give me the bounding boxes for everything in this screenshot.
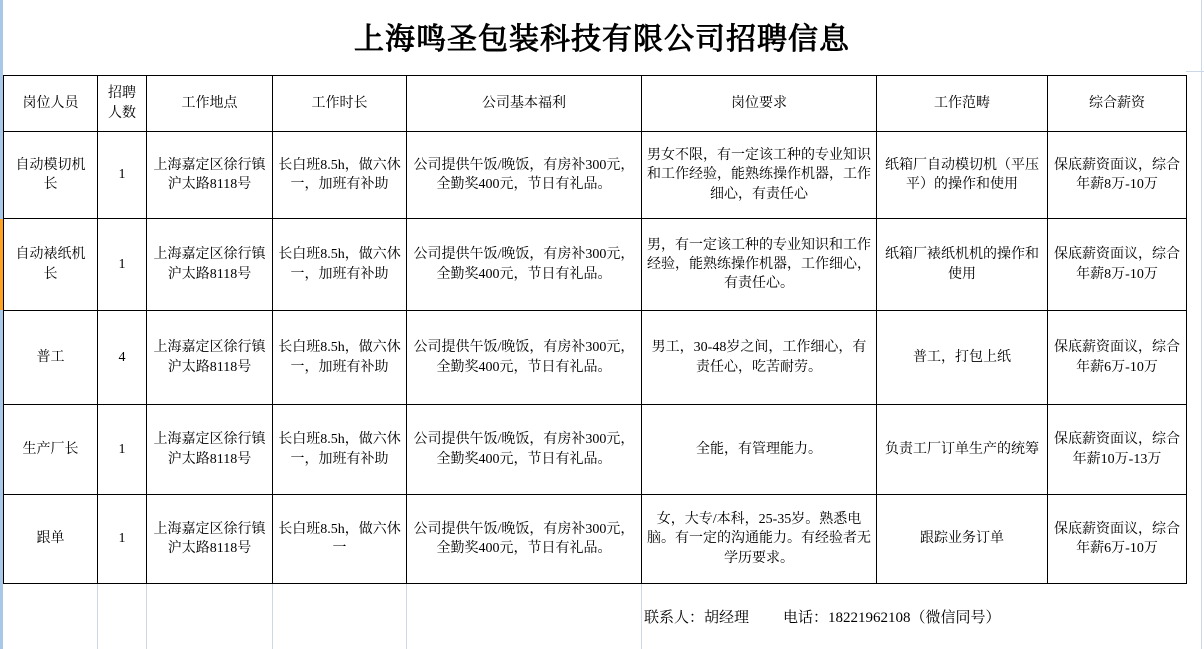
contact-phone: 电话：18221962108（微信同号）	[783, 609, 1001, 626]
contact-row	[644, 583, 1001, 649]
cell-hours[interactable]: 长白班8.5h，做六休一，加班有补助	[273, 311, 407, 405]
cell-benefits[interactable]: 公司提供午饭/晚饭，有房补300元，全勤奖400元，节日有礼品。	[407, 405, 642, 495]
cell-position[interactable]: 自动模切机长	[4, 132, 98, 219]
cell-salary[interactable]: 保底薪资面议，综合年薪8万-10万	[1048, 219, 1187, 311]
header-benefits[interactable]: 公司基本福利	[407, 76, 642, 132]
cell-salary[interactable]: 保底薪资面议，综合年薪6万-10万	[1048, 311, 1187, 405]
cell-benefits[interactable]: 公司提供午饭/晚饭，有房补300元，全勤奖400元，节日有礼品。	[407, 219, 642, 311]
cell-scope[interactable]: 纸箱厂自动模切机（平压平）的操作和使用	[877, 132, 1048, 219]
cell-requirements[interactable]: 女，大专/本科，25-35岁。熟悉电脑。有一定的沟通能力。有经验者无学历要求。	[642, 495, 877, 584]
cell-scope[interactable]: 跟踪业务订单	[877, 495, 1048, 584]
cell-salary[interactable]: 保底薪资面议，综合年薪8万-10万	[1048, 132, 1187, 219]
gridline-title-bottom	[1186, 71, 1204, 72]
header-row	[4, 76, 1187, 132]
cell-benefits[interactable]: 公司提供午饭/晚饭，有房补300元，全勤奖400元，节日有礼品。	[407, 495, 642, 584]
cell-location[interactable]: 上海嘉定区徐行镇沪太路8118号	[147, 405, 273, 495]
cell-location[interactable]: 上海嘉定区徐行镇沪太路8118号	[147, 132, 273, 219]
cell-count[interactable]: 1	[98, 219, 147, 311]
cell-salary[interactable]: 保底薪资面议，综合年薪6万-10万	[1048, 495, 1187, 584]
cell-hours[interactable]: 长白班8.5h，做六休一，加班有补助	[273, 405, 407, 495]
recruitment-table	[3, 75, 1187, 584]
gridline-bottom-col1	[97, 584, 98, 649]
cell-count[interactable]: 1	[98, 495, 147, 584]
header-hours[interactable]: 工作时长	[273, 76, 407, 132]
cell-requirements[interactable]: 男，有一定该工种的专业知识和工作经验，能熟练操作机器，工作细心，有责任心。	[642, 219, 877, 311]
cell-count[interactable]: 1	[98, 405, 147, 495]
job-row-laminating-operator	[4, 219, 1187, 311]
header-position[interactable]: 岗位人员	[4, 76, 98, 132]
cell-position[interactable]: 生产厂长	[4, 405, 98, 495]
cell-position[interactable]: 普工	[4, 311, 98, 405]
cell-location[interactable]: 上海嘉定区徐行镇沪太路8118号	[147, 219, 273, 311]
cell-hours[interactable]: 长白班8.5h，做六休一，加班有补助	[273, 132, 407, 219]
cell-position[interactable]: 自动裱纸机长	[4, 219, 98, 311]
job-row-general-worker	[4, 311, 1187, 405]
contact-person: 联系人：胡经理	[644, 609, 750, 626]
job-row-order-follower	[4, 495, 1187, 584]
cell-scope[interactable]: 纸箱厂裱纸机机的操作和使用	[877, 219, 1048, 311]
cell-position[interactable]: 跟单	[4, 495, 98, 584]
cell-scope[interactable]: 负责工厂订单生产的统筹	[877, 405, 1048, 495]
cell-requirements[interactable]: 男女不限，有一定该工种的专业知识和工作经验，能熟练操作机器，工作细心，有责任心	[642, 132, 877, 219]
cell-requirements[interactable]: 全能，有管理能力。	[642, 405, 877, 495]
cell-benefits[interactable]: 公司提供午饭/晚饭，有房补300元，全勤奖400元，节日有礼品。	[407, 132, 642, 219]
cell-requirements[interactable]: 男工，30-48岁之间，工作细心，有责任心，吃苦耐劳。	[642, 311, 877, 405]
gridline-bottom-col2	[146, 584, 147, 649]
header-scope[interactable]: 工作范畴	[877, 76, 1048, 132]
gridline-bottom-col3	[272, 584, 273, 649]
cell-hours[interactable]: 长白班8.5h，做六休一，加班有补助	[273, 219, 407, 311]
header-requirements[interactable]: 岗位要求	[642, 76, 877, 132]
cell-hours[interactable]: 长白班8.5h，做六休一	[273, 495, 407, 584]
page-title: 上海鸣圣包装科技有限公司招聘信息	[354, 23, 850, 56]
gridline-bottom-col4	[406, 584, 407, 649]
cell-location[interactable]: 上海嘉定区徐行镇沪太路8118号	[147, 311, 273, 405]
cell-benefits[interactable]: 公司提供午饭/晚饭，有房补300元，全勤奖400元，节日有礼品。	[407, 311, 642, 405]
cell-scope[interactable]: 普工，打包上纸	[877, 311, 1048, 405]
gridline-bottom-col5	[641, 584, 642, 649]
gridline-vertical-right	[1201, 0, 1202, 649]
cell-count[interactable]: 1	[98, 132, 147, 219]
cell-count[interactable]: 4	[98, 311, 147, 405]
job-row-production-director	[4, 405, 1187, 495]
header-salary[interactable]: 综合薪资	[1048, 76, 1187, 132]
cell-salary[interactable]: 保底薪资面议，综合年薪10万-13万	[1048, 405, 1187, 495]
cell-location[interactable]: 上海嘉定区徐行镇沪太路8118号	[147, 495, 273, 584]
header-location[interactable]: 工作地点	[147, 76, 273, 132]
job-row-die-cutting-operator	[4, 132, 1187, 219]
header-count[interactable]: 招聘人数	[98, 76, 147, 132]
